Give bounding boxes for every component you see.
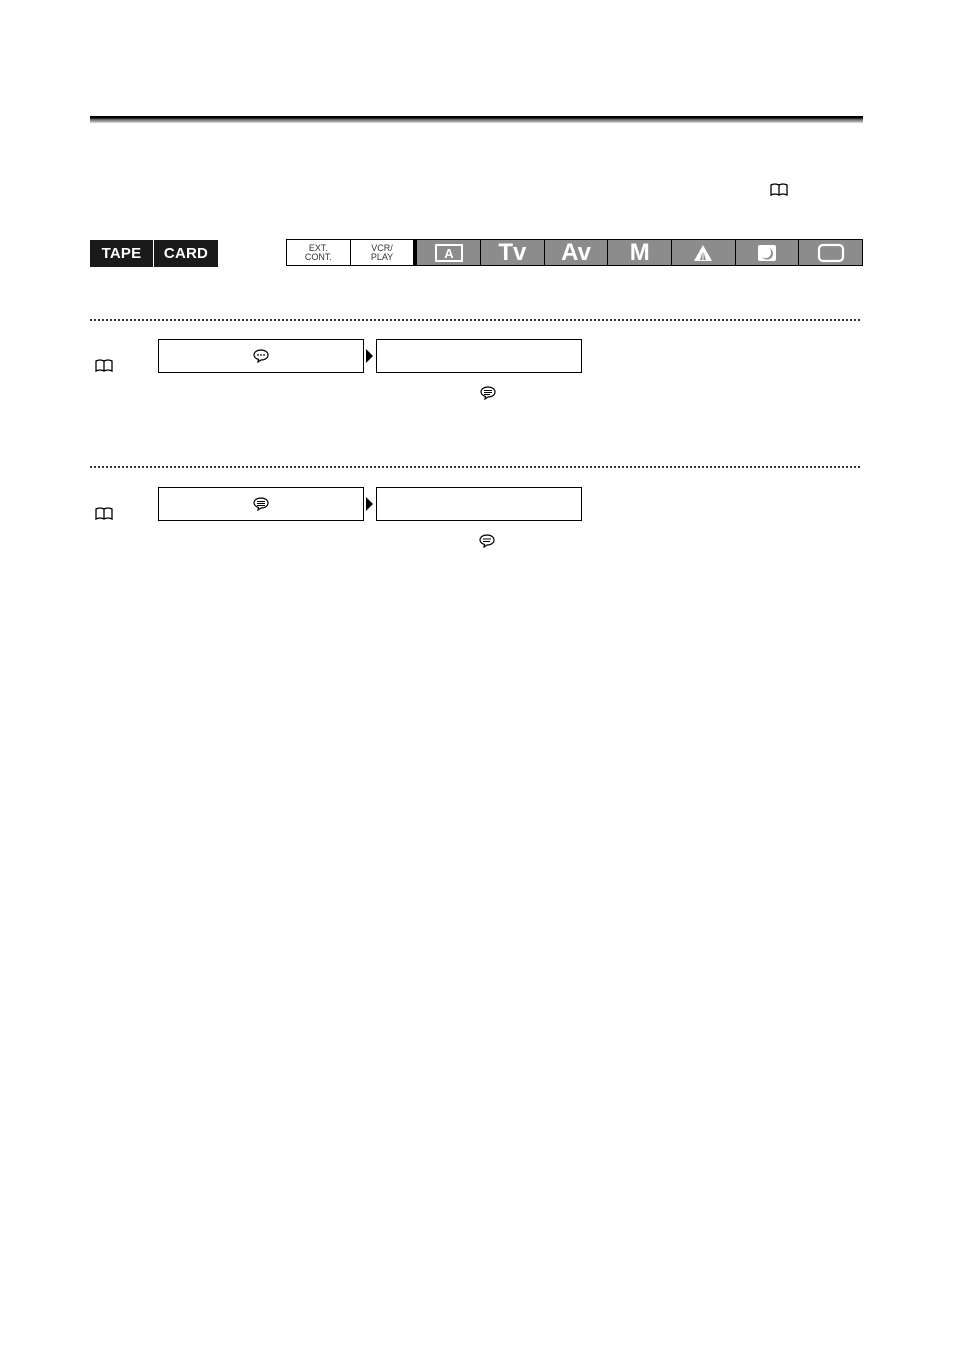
menu-arrow — [366, 349, 373, 363]
mode-tv-label: Tv — [498, 240, 527, 265]
tape-badge: TAPE — [90, 240, 154, 267]
menu-path-box — [376, 487, 582, 521]
mode-easy — [799, 240, 862, 265]
mode-dial-strip — [286, 239, 863, 266]
book-icon — [770, 183, 788, 196]
menu-path-box — [158, 339, 364, 373]
speech-bubble-icon — [479, 534, 495, 548]
auto-mode-label: A — [443, 245, 454, 261]
card-badge: CARD — [154, 240, 218, 267]
mode-night — [736, 240, 800, 265]
mode-vcr-play — [351, 240, 415, 265]
mode-ext-cont-line1: EXT. — [308, 242, 328, 253]
mode-av-label: Av — [561, 240, 591, 265]
section-divider — [90, 466, 860, 468]
night-mode-icon — [757, 244, 777, 262]
mode-spotlight — [672, 240, 736, 265]
mode-m — [608, 240, 672, 265]
mode-tv — [481, 240, 545, 265]
book-icon — [95, 359, 113, 372]
mode-ext-cont — [287, 240, 351, 265]
menu-path-box — [158, 487, 364, 521]
auto-mode-icon — [435, 244, 463, 262]
spotlight-mode-icon — [693, 244, 713, 262]
book-icon — [95, 507, 113, 520]
section-header-rule — [90, 116, 863, 123]
speech-bubble-icon — [480, 386, 496, 400]
media-badges — [90, 240, 218, 267]
mode-vcr-play-line2: PLAY — [370, 251, 394, 262]
menu-arrow — [366, 497, 373, 511]
mode-ext-cont-line2: CONT. — [304, 251, 332, 262]
speech-bubble-icon — [253, 349, 269, 363]
mode-m-label: M — [629, 240, 650, 265]
mode-av — [545, 240, 609, 265]
easy-recording-icon — [817, 243, 845, 263]
section-divider — [90, 319, 860, 321]
mode-vcr-play-line1: VCR/ — [371, 242, 393, 253]
mode-auto — [414, 240, 481, 265]
menu-path-box — [376, 339, 582, 373]
speech-bubble-icon — [253, 497, 269, 511]
